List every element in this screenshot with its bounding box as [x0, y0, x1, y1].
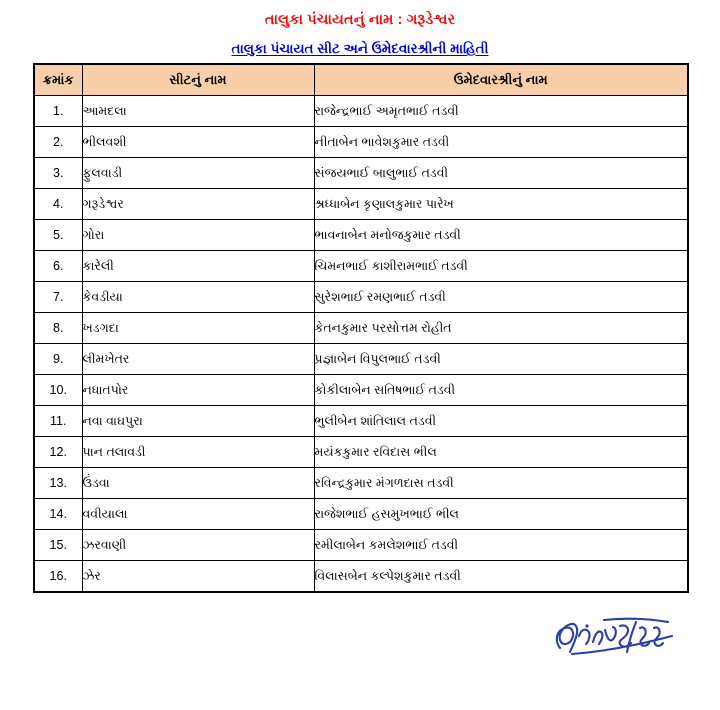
cell-serial-number: 7.	[34, 282, 82, 313]
cell-serial-number: 8.	[34, 313, 82, 344]
table-row	[34, 220, 688, 251]
cell-seat-name: ઝેર	[82, 561, 314, 593]
table-row	[34, 158, 688, 189]
cell-serial-number: 15.	[34, 530, 82, 561]
cell-serial-number: 9.	[34, 344, 82, 375]
cell-candidate-name: ભાવનાબેન મનોજકુમાર તડવી	[314, 220, 688, 251]
table-row	[34, 282, 688, 313]
page-subtitle: તાલુકા પંચાયત સીટ અને ઉમેદવારશ્રીની માહિતી	[231, 40, 489, 56]
page-title: તાલુકા પંચાયતનું નામ : ગરૂડેશ્વર	[264, 12, 456, 28]
cell-serial-number: 1.	[34, 96, 82, 127]
table-row	[34, 406, 688, 437]
cell-serial-number: 13.	[34, 468, 82, 499]
cell-candidate-name: સંજયભાઈ બાલુભાઈ તડવી	[314, 158, 688, 189]
cell-serial-number: 12.	[34, 437, 82, 468]
cell-seat-name: ગરૂડેશ્વર	[82, 189, 314, 220]
cell-seat-name: ઉંડવા	[82, 468, 314, 499]
column-header-seat-name: સીટનું નામ	[82, 64, 314, 96]
cell-candidate-name: નીતાબેન ભાવેશકુમાર તડવી	[314, 127, 688, 158]
cell-seat-name: ગોરા	[82, 220, 314, 251]
table-row	[34, 313, 688, 344]
cell-candidate-name: રાજેશભાઈ હસમુખભાઈ ભીલ	[314, 499, 688, 530]
cell-seat-name: પાન તલાવડી	[82, 437, 314, 468]
cell-candidate-name: કોકીલાબેન સતિષભાઈ તડવી	[314, 375, 688, 406]
table-row	[34, 189, 688, 220]
cell-candidate-name: રાજેન્દ્રભાઈ અમૃતભાઈ તડવી	[314, 96, 688, 127]
cell-serial-number: 14.	[34, 499, 82, 530]
cell-seat-name: કેવડીયા	[82, 282, 314, 313]
column-header-candidate-name: ઉમેદવારશ્રીનું નામ	[314, 64, 688, 96]
table-row	[34, 499, 688, 530]
cell-seat-name: નધાતપોર	[82, 375, 314, 406]
cell-serial-number: 2.	[34, 127, 82, 158]
table-body	[34, 96, 688, 593]
signature	[548, 606, 680, 662]
table-row	[34, 561, 688, 593]
table-row	[34, 530, 688, 561]
cell-candidate-name: ચિમનભાઈ કાશીરામભાઈ તડવી	[314, 251, 688, 282]
table-header	[34, 64, 688, 96]
cell-seat-name: ફુલવાડી	[82, 158, 314, 189]
cell-seat-name: વવીયાલા	[82, 499, 314, 530]
cell-seat-name: ભીલવશી	[82, 127, 314, 158]
cell-candidate-name: સુરેશભાઈ રમણભાઈ તડવી	[314, 282, 688, 313]
cell-seat-name: નવા વાઘપુરા	[82, 406, 314, 437]
table-row	[34, 375, 688, 406]
table-header-row	[34, 64, 688, 96]
cell-candidate-name: શ્રધ્ધાબેન કૃણાલકુમાર પારેખ	[314, 189, 688, 220]
title-block	[0, 0, 720, 58]
table-row	[34, 96, 688, 127]
cell-seat-name: ખડગદા	[82, 313, 314, 344]
cell-serial-number: 16.	[34, 561, 82, 593]
table-row	[34, 437, 688, 468]
cell-serial-number: 6.	[34, 251, 82, 282]
signature-ink	[548, 606, 680, 662]
cell-candidate-name: ભુલીબેન શાંતિલાલ તડવી	[314, 406, 688, 437]
table-row	[34, 127, 688, 158]
cell-candidate-name: કેતનકુમાર પરસોત્તમ રોહીત	[314, 313, 688, 344]
cell-seat-name: લીમખેતર	[82, 344, 314, 375]
cell-seat-name: ઝરવાણી	[82, 530, 314, 561]
column-header-serial: ક્રમાંક	[34, 64, 82, 96]
table-row	[34, 468, 688, 499]
cell-seat-name: આમદલા	[82, 96, 314, 127]
cell-candidate-name: પ્રજ્ઞાબેન વિપુલભાઈ તડવી	[314, 344, 688, 375]
cell-candidate-name: મયંકકુમાર રવિદાસ ભીલ	[314, 437, 688, 468]
table-row	[34, 344, 688, 375]
cell-serial-number: 5.	[34, 220, 82, 251]
cell-candidate-name: રમીલાબેન કમલેશભાઈ તડવી	[314, 530, 688, 561]
cell-serial-number: 3.	[34, 158, 82, 189]
cell-seat-name: કારેલી	[82, 251, 314, 282]
cell-serial-number: 11.	[34, 406, 82, 437]
cell-serial-number: 10.	[34, 375, 82, 406]
cell-candidate-name: રવિન્દ્રકુમાર મંગળદાસ તડવી	[314, 468, 688, 499]
table-row	[34, 251, 688, 282]
seat-candidate-table	[33, 63, 689, 593]
cell-serial-number: 4.	[34, 189, 82, 220]
seat-candidate-table-container	[33, 63, 689, 593]
cell-candidate-name: વિલાસબેન કલ્પેશકુમાર તડવી	[314, 561, 688, 593]
